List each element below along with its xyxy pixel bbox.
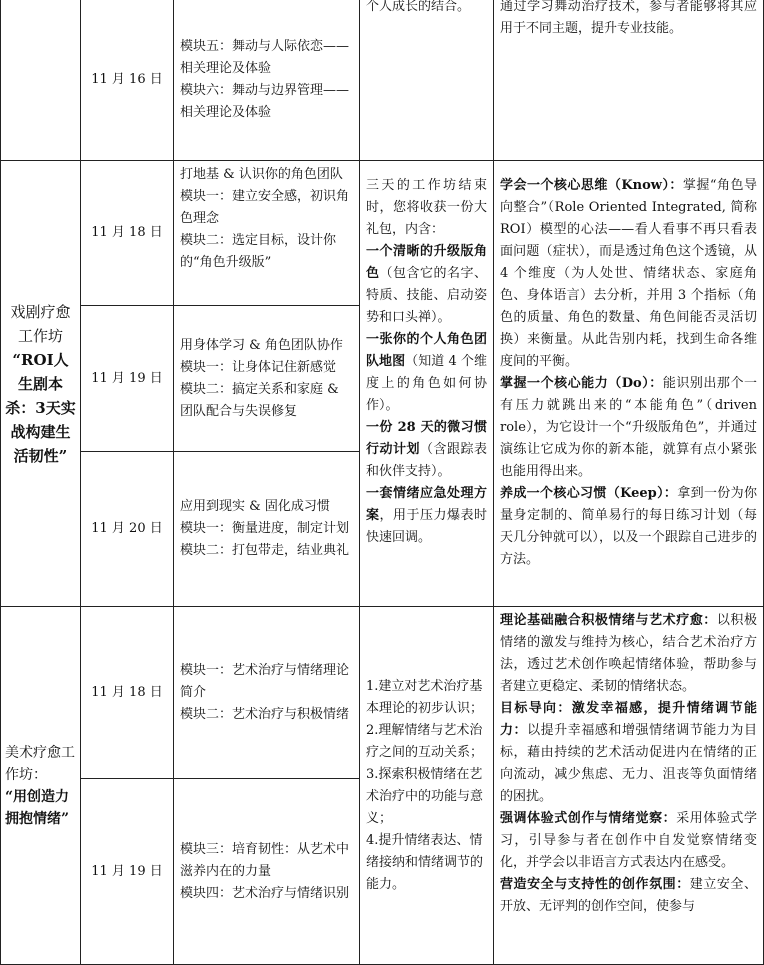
gain-item	[500, 698, 757, 808]
gain-item-text: 能识别出那个一有压力就跳出来的“本能角色”（driven role），为它设计一个“升级版角色”，并通过演练让它成为你的新本能，就算有点小紧张也能用得出来。	[500, 376, 757, 479]
session-date: 11 月 19 日	[81, 306, 174, 452]
gain-item	[500, 483, 757, 571]
gain-text: 通过学习舞动治疗技术，参与者能够将其应用于不同主题，提升专业技能。	[500, 0, 757, 36]
gain-item-text: 采用体验式学习，引导参与者在创作中自发觉察情绪变化，并学会以非语言方式表达内在感受。	[500, 811, 757, 870]
session-modules	[174, 161, 360, 306]
module-line: 模块三：培育韧性：从艺术中滋养内在的力量	[180, 841, 350, 879]
session-modules	[174, 779, 360, 965]
session-modules	[174, 0, 360, 161]
workshop-name-drama	[1, 161, 81, 607]
module-line: 模块一：建立安全感，初识角色理念	[180, 189, 350, 226]
gain-cell	[494, 607, 764, 965]
gain-item-text: 以提升幸福感和增强情绪调节能力为目标，藉由持续的艺术活动促进内在情绪的正向流动，减少焦虑、无力、沮丧等负面情绪的困扰。	[500, 723, 757, 804]
outcome-cell	[360, 0, 494, 161]
module-line: 模块一：艺术治疗与情绪理论简介	[180, 662, 350, 700]
gain-item	[500, 373, 757, 483]
outcome-item	[366, 483, 487, 549]
gain-item-bold: 目标导向：激发幸福感，提升情绪调节能力：	[500, 701, 757, 738]
gain-cell	[494, 0, 764, 161]
gain-item-text: 建立安全、开放、无评判的创作空间，使参与	[500, 877, 757, 914]
outcome-item	[366, 417, 487, 483]
outcome-item	[366, 241, 487, 329]
outcome-item-text: （含跟踪表和伙伴支持）。	[366, 442, 487, 479]
workshop-title: 美术疗愈工作坊：	[5, 744, 75, 783]
workshop-subtitle: “ROI人生剧本杀：3天实战构建生活韧性”	[5, 350, 76, 465]
table-row	[1, 0, 764, 161]
session-date: 11 月 18 日	[81, 161, 174, 306]
module-line: 模块四：艺术治疗与情绪识别	[180, 885, 350, 901]
outcome-item: 3.探索积极情绪在艺术治疗中的功能与意义；	[366, 766, 484, 826]
outcome-item: 1.建立对艺术治疗基本理论的初步认识；	[366, 678, 484, 716]
table-row	[1, 161, 764, 306]
session-modules	[174, 306, 360, 452]
outcome-item-bold: 一张你的个人角色团队地图	[366, 332, 487, 369]
module-line: 模块二：打包带走，结业典礼	[180, 543, 350, 558]
gain-item-text: 拿到一份为你量身定制的、简单易行的每日练习计划（每天几分钟就可以），以及一个跟踪自己进步的方法。	[500, 486, 757, 567]
session-date: 11 月 19 日	[81, 779, 174, 965]
outcome-item-bold: 一套情绪应急处理方案	[366, 486, 487, 523]
gain-item-bold: 强调体验式创作与情绪觉察：	[500, 811, 677, 826]
gain-item	[500, 175, 757, 373]
gain-item	[500, 610, 757, 698]
gain-item-bold: 养成一个核心习惯（Keep）：	[500, 486, 678, 501]
session-title: 应用到现实 & 固化成习惯	[180, 499, 330, 514]
gain-item-bold: 营造安全与支持性的创作氛围：	[500, 877, 690, 892]
outcome-item	[366, 329, 487, 417]
gain-item-bold: 学会一个核心思维（Know）：	[500, 178, 683, 193]
gain-item-text: 以积极情绪的激发与维持为核心，结合艺术治疗方法，透过艺术创作唤起情绪体验，帮助参与者建立更稳定、柔韧的情绪状态。	[500, 613, 757, 694]
module-line: 模块六：舞动与边界管理——相关理论及体验	[180, 82, 350, 120]
session-date: 11 月 20 日	[81, 452, 174, 607]
outcome-item-text: （包含它的名字、特质、技能、启动姿势和口头禅）。	[366, 266, 487, 325]
workshop-name-cell	[1, 0, 81, 161]
outcome-item: 2.理解情绪与艺术治疗之间的互动关系；	[366, 722, 484, 760]
outcome-cell	[360, 161, 494, 607]
gain-cell	[494, 161, 764, 607]
outcome-item-bold: 一份 28 天的微习惯行动计划	[366, 420, 487, 457]
session-title: 用身体学习 & 角色团队协作	[180, 337, 343, 353]
module-line: 模块二：搞定关系和家庭 & 团队配合与失误修复	[180, 381, 339, 419]
table-row	[1, 607, 764, 779]
module-line: 模块一：衡量进度，制定计划	[180, 521, 350, 536]
session-modules	[174, 452, 360, 607]
session-modules	[174, 607, 360, 779]
gain-item-bold: 理论基础融合积极情绪与艺术疗愈：	[500, 613, 717, 628]
workshop-subtitle: “用创造力拥抱情绪”	[5, 788, 70, 827]
workshop-title: 戏剧疗愈工作坊	[10, 302, 71, 345]
gain-item-text: 掌握“角色导向整合”（Role Oriented Integrated, 简称 ROI）模型的心法——看人看事不再只看表面问题（症状），而是透过角色这个透镜，从 4 个维度（为人处世、情绪状态、家庭角色、身体语言）去分析，并用 3 个指标（角色的质量、角色的数量、角色间能否灵活切换）来衡量。从此告别内耗，找到生命各维度间的平衡。	[500, 178, 757, 369]
outcome-cell	[360, 607, 494, 965]
outcome-item-text: （知道 4 个维度上的角色如何协作）。	[366, 354, 487, 413]
module-line: 模块二：选定目标，设计你的“角色升级版”	[180, 233, 337, 270]
outcome-item-text: ，用于压力爆表时快速回调。	[366, 508, 487, 545]
session-date: 11 月 16 日	[81, 0, 174, 161]
module-line: 模块五：舞动与人际依恋——相关理论及体验	[180, 38, 350, 76]
gain-item	[500, 874, 757, 918]
workshop-name-art	[1, 607, 81, 965]
outcome-item: 4.提升情绪表达、情绪接纳和情绪调节的能力。	[366, 832, 484, 892]
module-line: 模块二：艺术治疗与积极情绪	[180, 706, 350, 722]
gain-item	[500, 808, 757, 874]
gain-item-bold: 掌握一个核心能力（Do）：	[500, 376, 663, 391]
session-date: 11 月 18 日	[81, 607, 174, 779]
module-line: 模块一：让身体记住新感觉	[180, 359, 337, 375]
outcome-item-bold: 一个清晰的升级版角色	[366, 244, 487, 281]
outcome-intro: 三天的工作坊结束时，您将收获一份大礼包，内含：	[366, 178, 487, 237]
session-title: 打地基 & 认识你的角色团队	[180, 167, 343, 182]
outcome-text: 个人成长的结合。	[366, 0, 471, 14]
